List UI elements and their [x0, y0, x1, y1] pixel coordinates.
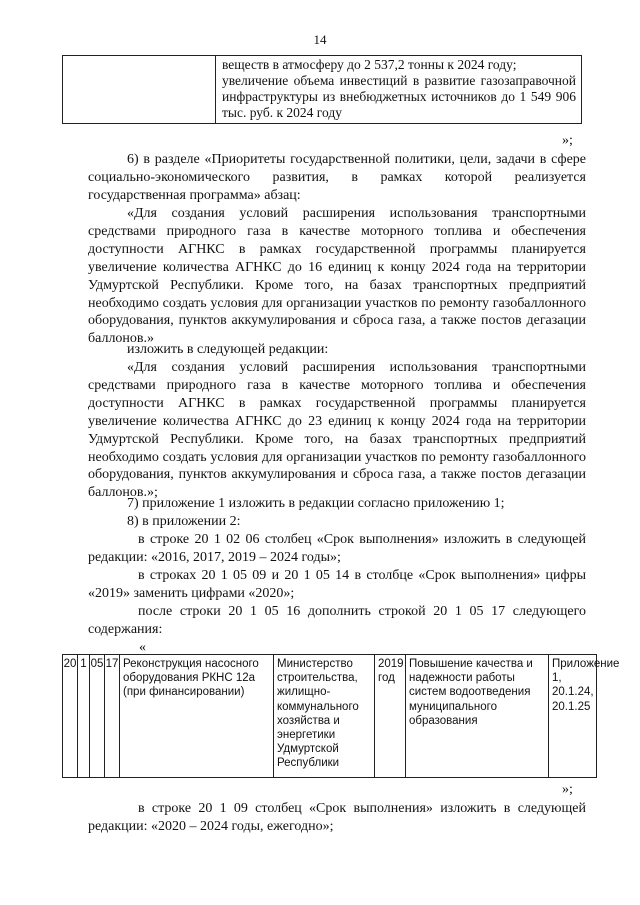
- page-number: 14: [313, 32, 327, 47]
- measure-name-cell: Реконструкция насосного оборудования РКНС 12а (при финансировании): [120, 655, 274, 778]
- result-cell: Повышение качества и надежности работы систем водоотведения муниципального образования: [406, 655, 549, 778]
- continued-table: [62, 55, 582, 124]
- item-8-c: после строки 20 1 05 16 дополнить строкой 20 1 05 17 следующего содержания:: [88, 604, 586, 637]
- code-cell: 20: [63, 655, 78, 778]
- table-row: [63, 655, 597, 778]
- closing-quote-mark: »;: [562, 133, 573, 148]
- code-cell: 05: [90, 655, 105, 778]
- item-8-d: в строке 20 1 09 столбец «Срок выполнения» изложить в следующей редакции: «2020 – 2024 годы, ежегодно»;: [88, 801, 586, 834]
- item-7: 7) приложение 1 изложить в редакции согласно приложению 1;: [127, 496, 505, 511]
- year-cell: 2019 год: [375, 655, 406, 778]
- new-paragraph: «Для создания условий расширения использования транспортными средствами природного газа в качестве моторного топлива и обеспечения доступности АГНКС в рамках государственной программы планируется увеличение количества АГНКС до 23 единиц к концу 2024 года на территории Удмуртской Республики. Кроме того, на базах транспортных предприятий необходимо создать условия для организации участков по ремонту газобаллонного оборудования, пунктов аккумулирования и сброса газа, а также постов дегазации баллонов.»;: [88, 360, 586, 501]
- item-8-a: в строке 20 1 02 06 столбец «Срок выполнения» изложить в следующей редакции: «2016, 2017, 2019 – 2024 годы»;: [88, 532, 586, 565]
- closing-quote-mark-2: »;: [562, 782, 573, 797]
- item-8-b: в строках 20 1 05 09 и 20 1 05 14 в столбце «Срок выполнения» цифры «2019» заменить цифрами «2020»;: [88, 568, 586, 601]
- item-8: 8) в приложении 2:: [127, 514, 241, 529]
- table-line: веществ в атмосферу до 2 537,2 тонны к 2024 году;: [222, 57, 517, 72]
- item-6-intro: 6) в разделе «Приоритеты государственной политики, цели, задачи в сфере социально-экономического развития, в рамках которой реализуется государственная программа» абзац:: [88, 152, 586, 203]
- code-cell: 1: [78, 655, 90, 778]
- executor-cell: Министерство строительства, жилищно-коммунального хозяйства и энергетики Удмуртской Республики: [274, 655, 375, 778]
- inserted-row-table: [62, 654, 620, 778]
- table-cell-text: [216, 56, 582, 124]
- appendix-cell: Приложение 1, 20.1.24, 20.1.25: [549, 655, 597, 778]
- table-line: увеличение объема инвестиций в развитие газозаправочной инфраструктуры из внебюджетных источников до 1 549 906 тыс. руб. к 2024 году: [222, 73, 576, 120]
- restate-label: изложить в следующей редакции:: [127, 342, 329, 357]
- opening-quote-mark: «: [139, 640, 146, 655]
- old-paragraph: «Для создания условий расширения использования транспортными средствами природного газа в качестве моторного топлива и обеспечения доступности АГНКС в рамках государственной программы планируется увеличение количества АГНКС до 16 единиц к концу 2024 года на территории Удмуртской Республики. Кроме того, на базах транспортных предприятий необходимо создать условия для организации участков по ремонту газобаллонного оборудования, пунктов аккумулирования и сброса газа, а также постов дегазации баллонов.»: [88, 206, 586, 347]
- code-cell: 17: [105, 655, 120, 778]
- empty-cell: [63, 56, 216, 124]
